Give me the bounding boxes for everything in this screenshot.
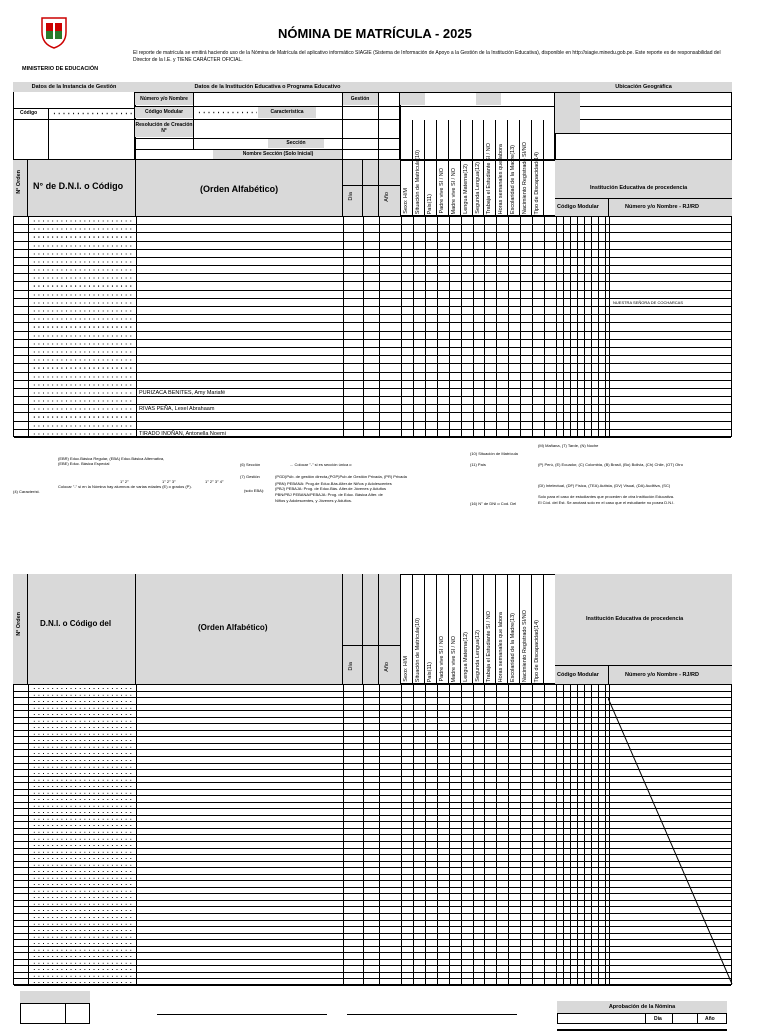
instancia-header: Datos de la Instancia de Gestión bbox=[13, 82, 135, 92]
gestion-label: Gestión bbox=[342, 93, 378, 105]
vertical-col-header bbox=[460, 574, 472, 684]
table-row bbox=[14, 413, 731, 421]
vertical-col-header bbox=[472, 120, 484, 216]
vertical-col-label: Trabaja el Estudiante SI / NO bbox=[486, 142, 493, 214]
vertical-col-label: Trabaja el Estudiante SI / NO bbox=[486, 610, 493, 682]
nombre-col-header: (Orden Alfabético) bbox=[200, 184, 279, 194]
procedencia-header: Institución Educativa de procedencia bbox=[590, 185, 688, 191]
table-row bbox=[14, 299, 731, 307]
vertical-col-label: Sexo: H/M bbox=[403, 656, 409, 682]
vertical-col-label: Escolaridad de la Madre(13) bbox=[510, 144, 517, 214]
vertical-col-header bbox=[436, 574, 448, 684]
signature-line-1 bbox=[157, 1014, 327, 1015]
table-row bbox=[14, 266, 731, 274]
codigo-modular-label: Código Modular bbox=[135, 107, 193, 118]
table1-body bbox=[13, 216, 732, 437]
vertical-col-label: Madre vive SI / NO bbox=[450, 635, 457, 682]
footer-dia: Día bbox=[654, 1016, 662, 1022]
student-name: TIRADO INOÑAN, Antonella Noemi bbox=[139, 430, 226, 437]
procedencia-name: NUESTRA SEÑORA DE COCHARCAS bbox=[613, 300, 684, 306]
vertical-col-header bbox=[400, 120, 412, 216]
vertical-col-label: Horas semanales que labora bbox=[498, 611, 505, 682]
nombre-col-header-2: (Orden Alfabético) bbox=[198, 623, 268, 632]
legend-l2: (EBE) Educ. Básica Especial bbox=[58, 461, 110, 466]
legend-l5: (6) Sección bbox=[240, 462, 261, 467]
vertical-col-header bbox=[495, 120, 507, 216]
vertical-col-header bbox=[519, 120, 531, 216]
table-row bbox=[14, 258, 731, 266]
vertical-col-header bbox=[424, 120, 436, 216]
legend-l3: (4) Característ. bbox=[13, 489, 40, 494]
vertical-col-header bbox=[543, 574, 555, 684]
vertical-col-header bbox=[448, 574, 460, 684]
vertical-col-header bbox=[495, 574, 507, 684]
vertical-col-header bbox=[424, 574, 436, 684]
table-row bbox=[14, 364, 731, 372]
vertical-col-label: Padre vive SI / NO bbox=[438, 636, 445, 682]
vertical-col-header bbox=[472, 574, 484, 684]
table-row bbox=[14, 340, 731, 348]
table-row bbox=[14, 233, 731, 241]
vertical-col-header bbox=[400, 574, 412, 684]
vertical-col-label: Padre vive SI / NO bbox=[438, 168, 445, 214]
vertical-col-label: Segunda Lengua(12) bbox=[474, 162, 481, 214]
vertical-col-header bbox=[412, 574, 424, 684]
vertical-col-header bbox=[412, 120, 424, 216]
ministry-logo bbox=[36, 14, 72, 50]
vertical-col-label: Situación de Matrícula(10) bbox=[414, 617, 421, 682]
vertical-col-header bbox=[448, 120, 460, 216]
numero-nombre-label: Número y/o Nombre bbox=[135, 93, 193, 105]
vertical-col-header bbox=[507, 574, 519, 684]
legend-l20: Solo para el caso de estudiantes que proceden de otra Institución Educativa. bbox=[538, 494, 675, 499]
table-row bbox=[14, 389, 731, 397]
vertical-col-header bbox=[483, 574, 495, 684]
table-row bbox=[14, 323, 731, 331]
legend-l15: (11) País bbox=[470, 462, 486, 467]
vertical-col-label: Situación de Matrícula(10) bbox=[414, 149, 421, 214]
legend-l9: (PBN) PEBANA: Prog.de Educ.Bás.Alter.de Niños y Adolescentes bbox=[275, 481, 392, 486]
vertical-col-label: Horas semanales que labora bbox=[498, 143, 505, 214]
table-row bbox=[14, 348, 731, 356]
vertical-col-label: Tipo de Discapacidad(14) bbox=[534, 619, 541, 682]
intro-text: El reporte de matrícula se emitirá haciendo uso de la Nómina de Matrícula del aplicativo informático SIAGIE (Sistema de Información de Apoyo a la Gestión de la Institución Educativa), disponible en http://siagie.minedu.gob.pe. Este reporte es de responsabilidad del Director de la I.E. y TIENE CARÁCTER OFICIAL. bbox=[133, 50, 721, 63]
legend-l21: El Cód. del Est. Se anotará solo en el caso que el estudiante no posea D.N.I. bbox=[538, 500, 675, 505]
vertical-col-label: Segunda Lengua(12) bbox=[474, 630, 481, 682]
cod-modular-header: Código Modular bbox=[557, 204, 599, 210]
vertical-col-header bbox=[436, 120, 448, 216]
resolucion-label: Resolución de Creación N° bbox=[135, 120, 193, 137]
vertical-col-label: Nacimiento Registrado SI/NO bbox=[522, 609, 529, 682]
vertical-col-header bbox=[543, 120, 555, 216]
table-row bbox=[14, 422, 731, 430]
anio-col-header-2: Año bbox=[384, 662, 390, 672]
legend-l17: (M) Mañana, (T) Tarde, (N) Noche bbox=[538, 443, 599, 448]
table-row bbox=[14, 250, 731, 258]
legend-l16: (16) N° de DNI o Cod. Del bbox=[470, 501, 517, 506]
ubicacion-box bbox=[555, 82, 732, 160]
aprobacion-header: Aprobación de la Nómina bbox=[557, 1001, 727, 1013]
dia-col-header-2: Día bbox=[348, 662, 354, 671]
vertical-col-label: Madre vive SI / NO bbox=[450, 167, 457, 214]
legend-nums3: 1° 2° 3° 4° bbox=[205, 479, 224, 484]
table-row bbox=[14, 225, 731, 233]
vertical-col-label: Escolaridad de la Madre(13) bbox=[510, 612, 517, 682]
ubicacion-header: Ubicación Geográfica bbox=[555, 82, 732, 92]
procedencia-header-2: Institución Educativa de procedencia bbox=[586, 616, 684, 622]
table-row bbox=[14, 373, 731, 381]
orden-col-header-2: Nº Orden bbox=[16, 612, 22, 636]
vertical-col-header bbox=[507, 120, 519, 216]
numero-rjrd-header: Número y/o Nombre - RJ/RD bbox=[625, 204, 699, 210]
legend-nums1: 1° 2° bbox=[120, 479, 129, 484]
legend-l7: (7) Gestión bbox=[240, 474, 260, 479]
dni2-col-header: D.N.I. o Código del bbox=[40, 619, 112, 628]
legend-l14: (10) Situación de Matrícula bbox=[470, 451, 518, 456]
table-row bbox=[14, 307, 731, 315]
table-row bbox=[14, 291, 731, 299]
legend-l6: ... Colocar "-" si es sección única o bbox=[290, 462, 352, 467]
legend-l12: Niños y Adolescentes, y Jóvenes y Adultos. bbox=[275, 498, 352, 503]
table-row bbox=[14, 217, 731, 225]
orden-col-header: Nº Orden bbox=[16, 170, 22, 194]
ministry-name: MINISTERIO DE EDUCACIÓN bbox=[22, 66, 99, 72]
table-row bbox=[14, 242, 731, 250]
student-name: PURIZACA BENITES, Amy Mariafé bbox=[139, 389, 226, 396]
table-row bbox=[14, 405, 731, 413]
nombre-seccion-label: Nombre Sección (Solo Inicial) bbox=[213, 150, 343, 159]
legend-l13: (solo EBA): bbox=[244, 488, 265, 493]
vertical-col-label: Tipo de Discapacidad(14) bbox=[534, 151, 541, 214]
table-row bbox=[14, 397, 731, 405]
table-row bbox=[14, 332, 731, 340]
vertical-col-label: Lengua Materna(12) bbox=[462, 632, 469, 682]
vertical-col-label: Nacimiento Registrado SI/NO bbox=[522, 141, 529, 214]
table-row bbox=[14, 282, 731, 290]
vertical-col-header bbox=[531, 120, 543, 216]
legend-l11: PBN/PBJ PEBANA/PEBAJA: Prog. de Educ. Básica Alter. de bbox=[275, 492, 383, 497]
legend-l8: (PGD)Púb. de gestión directa,(PGP)Pub.de Gestión Privada, (PR) Privada bbox=[275, 474, 407, 479]
table-row bbox=[14, 274, 731, 282]
legend-l4: Colocar "-" si en la Nómina hay alumnos de varias edades (E) o grados (P). bbox=[58, 484, 192, 489]
vertical-col-header bbox=[483, 120, 495, 216]
student-name: RIVAS PEÑA, Lexel Abrahaam bbox=[139, 406, 215, 413]
table-row bbox=[14, 315, 731, 323]
anio-col-header: Año bbox=[384, 192, 390, 202]
legend-l10: (PBJ) PEBAJA: Prog. de Educ.Bás. Alter.de Jóvenes y Adultos bbox=[275, 486, 386, 491]
vertical-col-header bbox=[460, 120, 472, 216]
vertical-col-label: País(11) bbox=[426, 193, 433, 214]
cod-modular-header-2: Código Modular bbox=[557, 672, 599, 678]
legend-nums2: 1° 2° 3° bbox=[162, 479, 176, 484]
cancel-diagonal-line bbox=[608, 698, 734, 986]
table-row bbox=[14, 356, 731, 364]
legend-l1: (EBR) Educ.Básica Regular, (EBA) Educ.Básica Alternativa, bbox=[58, 456, 165, 461]
vertical-col-label: País(11) bbox=[426, 661, 433, 682]
signature-line-2 bbox=[347, 1014, 517, 1015]
page-title: NÓMINA DE MATRÍCULA - 2025 bbox=[278, 26, 472, 41]
legend-l19: (DI) Intelectual, (DF) Física, (TEA) Autista, (DV) Visual, (DA) Auditiva, (SC) bbox=[538, 483, 671, 488]
seccion-label: Sección bbox=[268, 139, 324, 148]
table-row bbox=[14, 430, 731, 438]
vertical-col-label: Sexo: H/M bbox=[403, 188, 409, 214]
vertical-col-header bbox=[519, 574, 531, 684]
legend-l18: (P) Perú, (E) Ecuador, (C) Colombia, (B) Brasil, (Bo) Bolivia, (Ch) Chile, (OT) Otro bbox=[538, 462, 683, 467]
numero-rjrd-header-2: Número y/o Nombre - RJ/RD bbox=[625, 672, 699, 678]
table-row bbox=[14, 381, 731, 389]
instancia-box bbox=[13, 82, 135, 160]
footer-anio: Año bbox=[705, 1016, 715, 1022]
codigo-label: Código bbox=[20, 110, 38, 116]
dni-col-header: N° de D.N.I. o Código bbox=[33, 181, 124, 191]
vertical-col-header bbox=[531, 574, 543, 684]
vertical-col-label: Lengua Materna(12) bbox=[462, 164, 469, 214]
caracteristica-label: Característica bbox=[258, 107, 316, 118]
institucion-header: Datos de la Institución Educativa o Programa Educativo bbox=[135, 82, 400, 92]
dia-col-header: Día bbox=[348, 192, 354, 201]
